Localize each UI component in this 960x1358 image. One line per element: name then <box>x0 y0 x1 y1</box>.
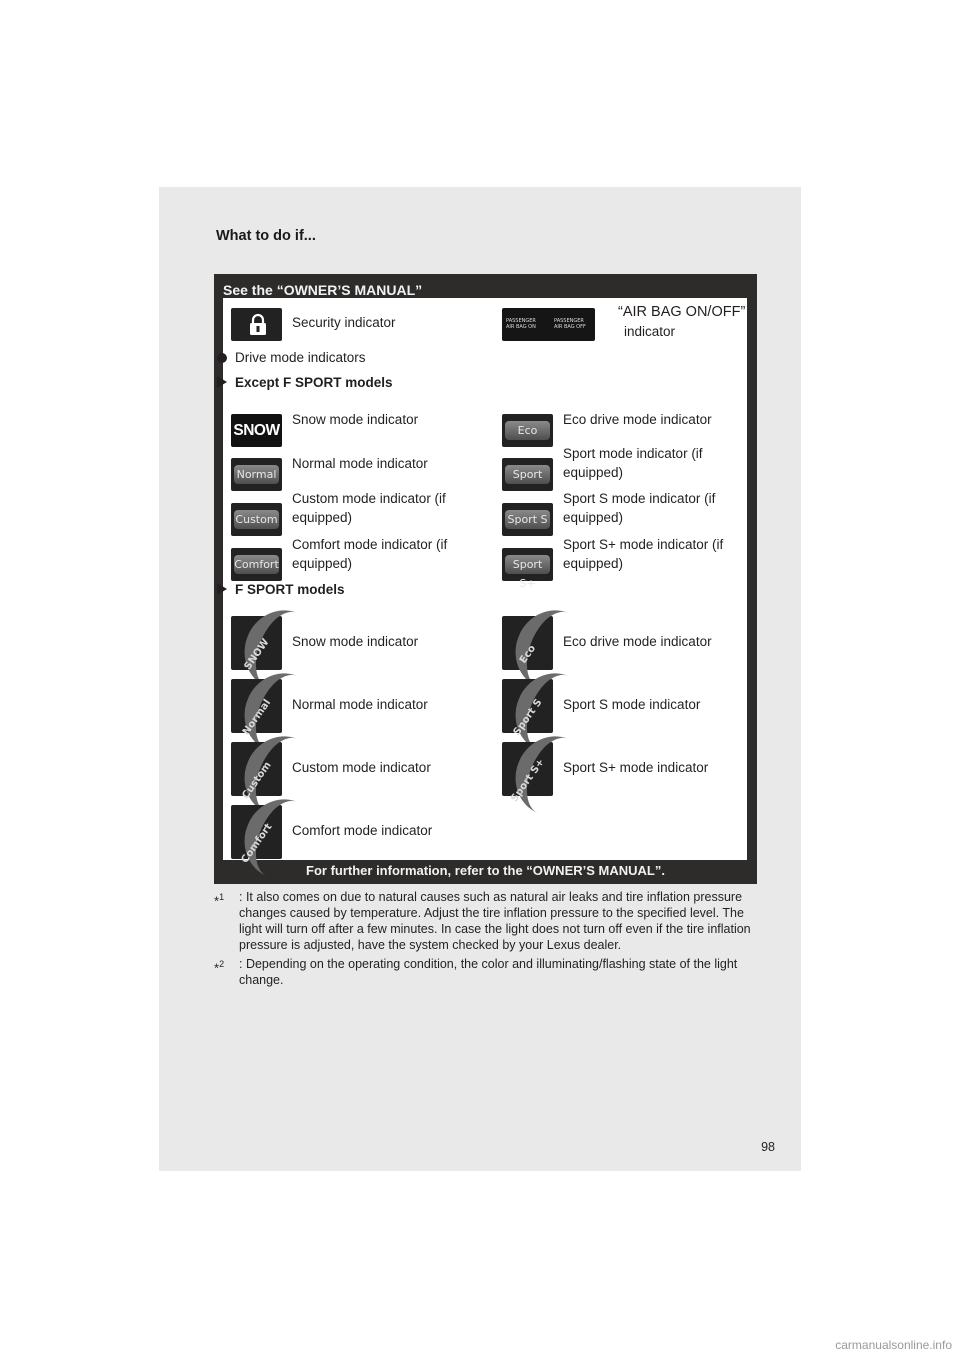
f-sport-comfort-mode-indicator-icon: Comfort <box>231 805 282 859</box>
snow-mode-indicator-icon: SNOW <box>231 414 282 447</box>
f-sport-sport-s-plus-mode-indicator-icon: Sport S+ <box>502 742 553 796</box>
indicator-label: Sport S mode indicator <box>563 697 701 712</box>
f-sport-custom-mode-indicator-icon: Custom <box>231 742 282 796</box>
sport-s-mode-indicator-icon: Sport S <box>502 503 553 536</box>
airbag-on-off-indicator-icon: PASSENGER AIR BAG ON PASSENGER AIR BAG OFF <box>502 308 595 341</box>
bullet-dot-icon <box>217 353 227 363</box>
indicator-label: Custom mode indicator <box>292 760 431 775</box>
panel-body <box>223 298 747 866</box>
indicator-label: Snow mode indicator <box>292 634 419 649</box>
sport-s-plus-mode-indicator-icon: Sport S+ <box>502 548 553 581</box>
section-title: What to do if... <box>216 228 316 244</box>
indicator-label: Comfort mode indicator <box>292 823 433 838</box>
page-number: 98 <box>761 1140 775 1154</box>
footnote: *$^1$ : It also comes on due to natural causes such as natural air leaks and tire inflation pressure changes caused by temperature. Adjust the tire inflation pressure to the specified level. The light will turn off after a few minutes. In case the light does not turn off even if the tire inflation pressure is adjusted, have the system checked by your Lexus dealer. <box>214 890 751 952</box>
indicator-label: Normal mode indicator <box>292 456 428 471</box>
indicator-label: Sport S+ mode indicator <box>563 760 709 775</box>
indicator-label: Snow mode indicator <box>292 412 419 427</box>
panel-footer: For further information, refer to the “OWNER’S MANUAL”. <box>306 863 665 878</box>
f-sport-sport-s-mode-indicator-icon: Sport S <box>502 679 553 733</box>
except-f-sport-heading: Except F SPORT models <box>217 375 393 390</box>
indicator-label: Sport mode indicator (if equipped) <box>563 446 703 480</box>
triangle-bullet-icon <box>217 376 227 388</box>
indicator-label: Eco drive mode indicator <box>563 634 712 649</box>
security-indicator-label: Security indicator <box>292 315 396 330</box>
footnotes <box>214 889 759 991</box>
indicator-label: Sport S+ mode indicator (if equipped) <box>563 537 724 571</box>
normal-mode-indicator-icon: Normal <box>231 458 282 491</box>
f-sport-heading: F SPORT models <box>217 582 345 597</box>
comfort-mode-indicator-icon: Comfort <box>231 548 282 581</box>
indicator-panel <box>214 274 757 884</box>
indicator-label: Comfort mode indicator (if equipped) <box>292 537 448 571</box>
f-sport-normal-mode-indicator-icon: Normal <box>231 679 282 733</box>
security-indicator-icon <box>231 308 282 341</box>
sport-mode-indicator-icon: Sport <box>502 458 553 491</box>
triangle-bullet-icon <box>217 583 227 595</box>
eco-mode-indicator-icon: Eco <box>502 414 553 447</box>
drive-mode-bullet: Drive mode indicators <box>217 350 366 365</box>
f-sport-eco-mode-indicator-icon: Eco <box>502 616 553 670</box>
manual-page <box>159 187 801 1171</box>
indicator-label: Custom mode indicator (if equipped) <box>292 491 446 525</box>
indicator-label: Normal mode indicator <box>292 697 428 712</box>
footnote: *$^2$ : Depending on the operating condition, the color and illuminating/flashing state of the light change. <box>214 957 738 987</box>
airbag-indicator-label: “AIR BAG ON/OFF” indicator <box>618 304 746 339</box>
custom-mode-indicator-icon: Custom <box>231 503 282 536</box>
f-sport-snow-mode-indicator-icon: SNOW <box>231 616 282 670</box>
indicator-label: Eco drive mode indicator <box>563 412 712 427</box>
watermark: carmanualsonline.info <box>835 1338 952 1352</box>
panel-header: See the “OWNER’S MANUAL” <box>223 282 423 298</box>
indicator-label: Sport S mode indicator (if equipped) <box>563 491 716 525</box>
